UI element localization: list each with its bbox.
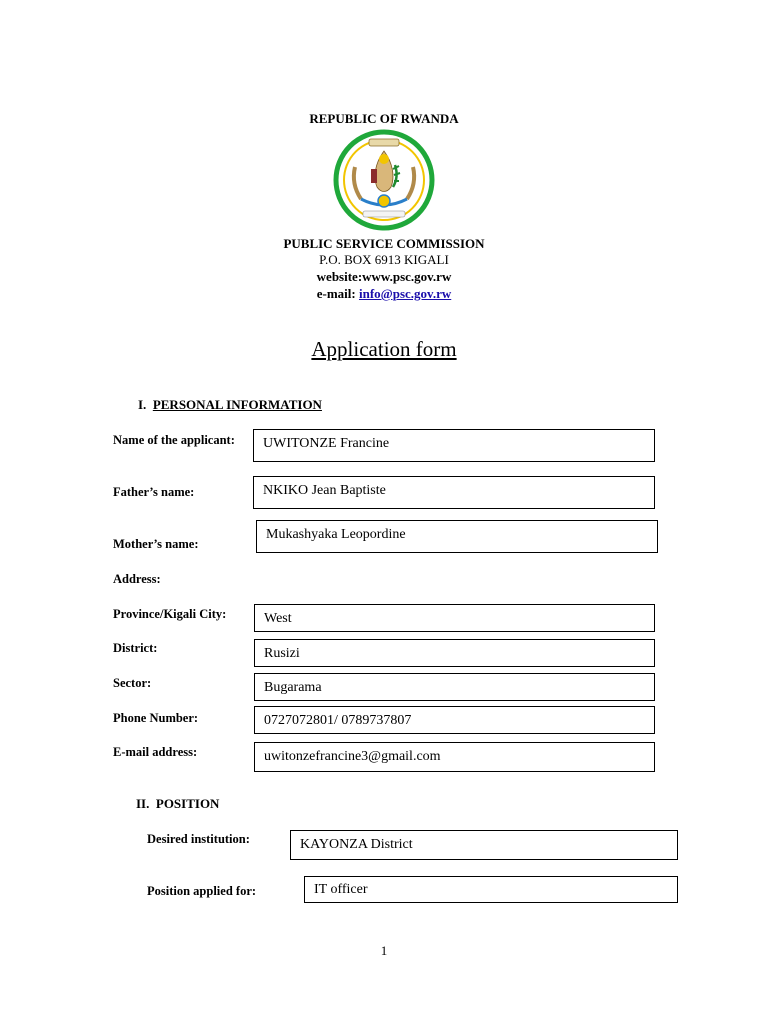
field-district[interactable]: Rusizi: [254, 639, 655, 667]
label-sector: Sector:: [113, 676, 152, 690]
label-mother-name: Mother’s name:: [113, 537, 199, 551]
section-number: I.: [138, 397, 147, 412]
field-applicant-name[interactable]: UWITONZE Francine: [253, 429, 655, 462]
page-number: 1: [380, 943, 388, 958]
po-box: P.O. BOX 6913 KIGALI: [319, 252, 449, 267]
label-phone: Phone Number:: [113, 711, 199, 725]
email-link[interactable]: info@psc.gov.rw: [358, 286, 452, 301]
label-desired-institution: Desired institution:: [147, 832, 250, 846]
label-email: E-mail address:: [113, 745, 198, 759]
email-line: [0, 286, 768, 302]
field-phone[interactable]: 0727072801/ 0789737807: [254, 706, 655, 734]
label-position-applied: Position applied for:: [147, 884, 257, 898]
coat-of-arms-emblem: [333, 129, 435, 231]
label-province: Province/Kigali City:: [113, 607, 227, 621]
field-email[interactable]: uwitonzefrancine3@gmail.com: [254, 742, 655, 772]
label-address: Address:: [113, 572, 161, 586]
label-applicant-name: Name of the applicant:: [113, 433, 235, 447]
field-sector[interactable]: Bugarama: [254, 673, 655, 701]
email-label: e-mail:: [316, 286, 359, 301]
country-name: REPUBLIC OF RWANDA: [309, 111, 459, 126]
section-position-heading: [136, 796, 219, 812]
organization-name: PUBLIC SERVICE COMMISSION: [283, 236, 485, 251]
website: website:www.psc.gov.rw: [316, 269, 452, 284]
section-title: PERSONAL INFORMATION: [152, 397, 322, 412]
field-mother-name[interactable]: Mukashyaka Leopordine: [256, 520, 658, 553]
field-father-name[interactable]: NKIKO Jean Baptiste: [253, 476, 655, 509]
page-title: [0, 337, 768, 362]
field-province[interactable]: West: [254, 604, 655, 632]
section-number: II.: [136, 796, 150, 811]
page-title-text: Application form: [311, 337, 457, 361]
section-title: POSITION: [155, 796, 220, 811]
field-position-applied[interactable]: IT officer: [304, 876, 678, 903]
label-district: District:: [113, 641, 158, 655]
field-desired-institution[interactable]: KAYONZA District: [290, 830, 678, 860]
section-personal-info-heading: [138, 397, 322, 413]
label-father-name: Father’s name:: [113, 485, 195, 499]
